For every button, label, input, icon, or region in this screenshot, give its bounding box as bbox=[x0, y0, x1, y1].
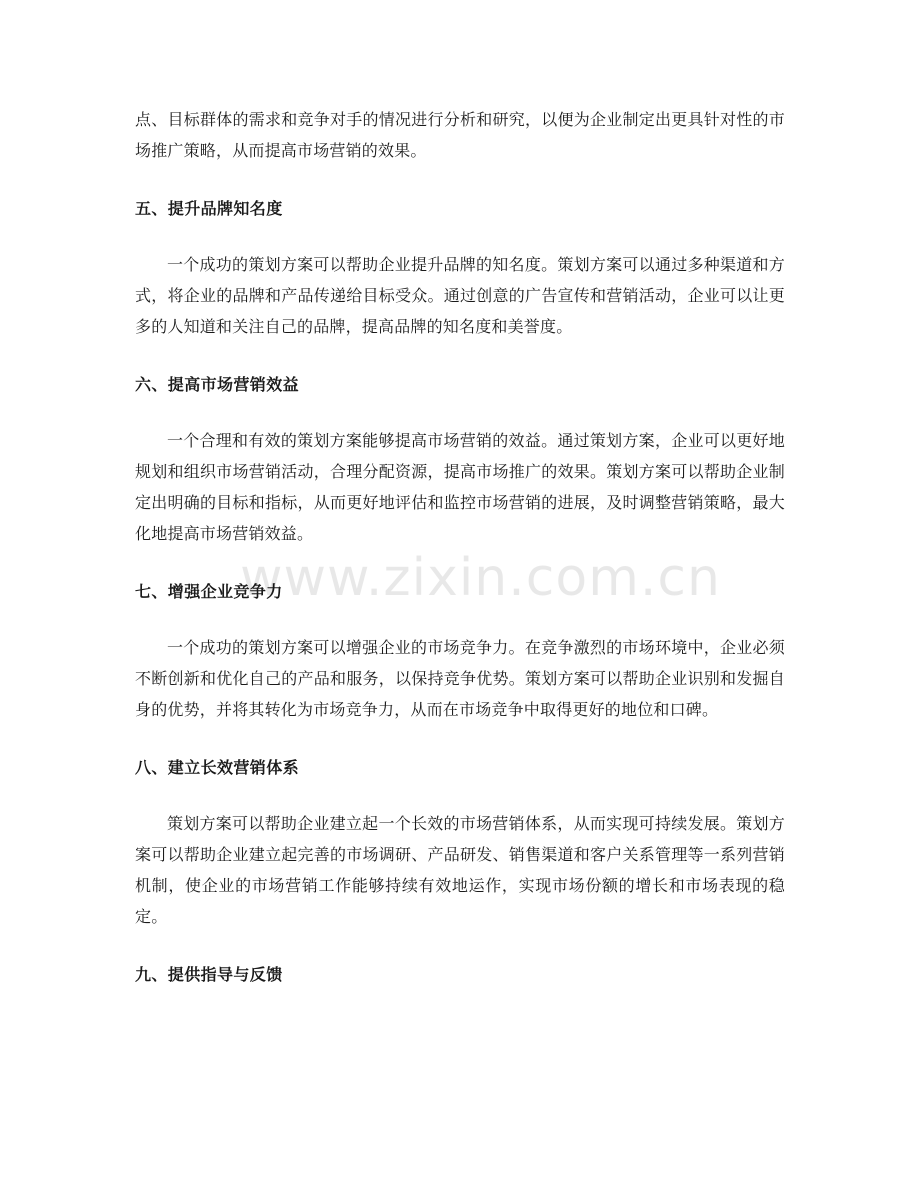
section-body-7: 一个成功的策划方案可以增强企业的市场竞争力。在竞争激烈的市场环境中，企业必须不断创新和优化自己的产品和服务，以保持竞争优势。策划方案可以帮助企业识别和发掘自身的优势，并将其转化为市场竞争力，从而在市场竞争中取得更好的地位和口碑。 bbox=[135, 638, 785, 719]
intro-paragraph: 点、目标群体的需求和竞争对手的情况进行分析和研究，以便为企业制定出更具针对性的市场推广策略，从而提高市场营销的效果。 bbox=[135, 110, 785, 160]
section-body-8: 策划方案可以帮助企业建立起一个长效的市场营销体系，从而实现可持续发展。策划方案可以帮助企业建立起完善的市场调研、产品研发、销售渠道和客户关系管理等一系列营销机制，使企业的市场营销工作能够持续有效地运作，实现市场份额的增长和市场表现的稳定。 bbox=[135, 814, 785, 926]
section-heading-7: 七、增强企业竞争力 bbox=[135, 582, 283, 601]
section-heading-6: 六、提高市场营销效益 bbox=[135, 375, 300, 394]
section-body-5: 一个成功的策划方案可以帮助企业提升品牌的知名度。策划方案可以通过多种渠道和方式，将企业的品牌和产品传递给目标受众。通过创意的广告宣传和营销活动，企业可以让更多的人知道和关注自己的品牌，提高品牌的知名度和美誉度。 bbox=[135, 255, 785, 336]
section-body-6: 一个合理和有效的策划方案能够提高市场营销的效益。通过策划方案，企业可以更好地规划和组织市场营销活动，合理分配资源，提高市场推广的效果。策划方案可以帮助企业制定出明确的目标和指标，从而更好地评估和监控市场营销的进展，及时调整营销策略，最大化地提高市场营销效益。 bbox=[135, 431, 785, 543]
section-heading-8: 八、建立长效营销体系 bbox=[135, 758, 300, 777]
watermark: www.zixin.com.cn bbox=[240, 548, 721, 608]
section-heading-9: 九、提供指导与反馈 bbox=[135, 965, 283, 984]
document-body bbox=[135, 104, 785, 990]
section-heading-5: 五、提升品牌知名度 bbox=[135, 199, 283, 218]
